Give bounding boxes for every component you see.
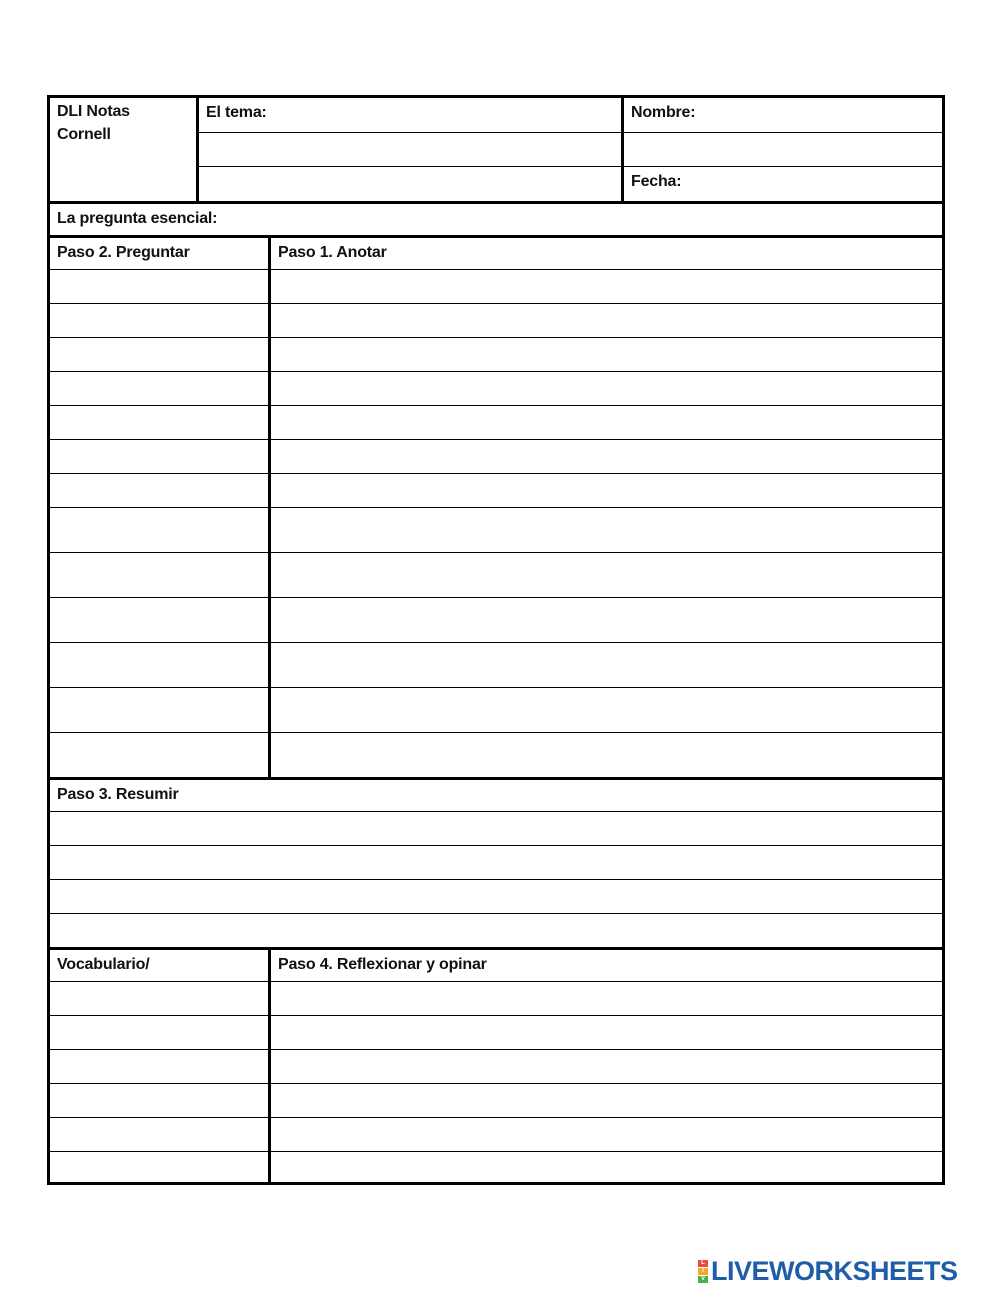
- date-label: Fecha:: [631, 173, 682, 191]
- essential-question-row[interactable]: [50, 201, 942, 235]
- sheet-title: [57, 100, 130, 146]
- reflection-label: Paso 4. Reflexionar y opinar: [278, 956, 487, 973]
- reflection-column-header: [268, 950, 942, 981]
- notes-line[interactable]: [50, 732, 942, 777]
- notes-column-header: [268, 238, 942, 269]
- notes-line[interactable]: [50, 687, 942, 732]
- sheet-title-line1: DLI Notas: [57, 103, 130, 120]
- summary-line[interactable]: [50, 845, 942, 879]
- notes-line[interactable]: [50, 269, 942, 303]
- header-block: [50, 98, 942, 201]
- notes-line[interactable]: [50, 337, 942, 371]
- topic-cell: [196, 98, 621, 201]
- reflection-cell[interactable]: [268, 982, 942, 1015]
- question-cell[interactable]: [50, 440, 268, 473]
- notes-cell[interactable]: [268, 643, 942, 687]
- summary-header-row: [50, 777, 942, 811]
- notes-line[interactable]: [50, 303, 942, 337]
- question-cell[interactable]: [50, 304, 268, 337]
- question-cell[interactable]: [50, 553, 268, 597]
- reflection-line[interactable]: [50, 981, 942, 1015]
- vocabulary-cell[interactable]: [50, 1016, 268, 1049]
- question-cell[interactable]: [50, 338, 268, 371]
- notes-line[interactable]: [50, 473, 942, 507]
- vocabulary-cell[interactable]: [50, 1152, 268, 1182]
- notes-line[interactable]: [50, 642, 942, 687]
- topic-label: El tema:: [206, 104, 267, 121]
- notes-cell[interactable]: [268, 372, 942, 405]
- reflection-line[interactable]: [50, 1151, 942, 1182]
- notes-cell[interactable]: [268, 440, 942, 473]
- notes-line[interactable]: [50, 371, 942, 405]
- notes-line[interactable]: [50, 439, 942, 473]
- notes-cell[interactable]: [268, 553, 942, 597]
- question-cell[interactable]: [50, 508, 268, 552]
- vocabulary-column-header: [50, 950, 268, 981]
- sheet-title-line2: Cornell: [57, 126, 111, 143]
- topic-line-3[interactable]: [199, 166, 621, 201]
- summary-label: Paso 3. Resumir: [57, 786, 179, 803]
- name-label: Nombre:: [631, 104, 696, 121]
- vocabulary-label: Vocabulario/: [57, 956, 150, 973]
- reflection-line[interactable]: [50, 1083, 942, 1117]
- notes-line[interactable]: [50, 597, 942, 642]
- reflection-cell[interactable]: [268, 1050, 942, 1083]
- topic-field[interactable]: [199, 98, 621, 132]
- vocabulary-cell[interactable]: [50, 982, 268, 1015]
- notes-cell[interactable]: [268, 508, 942, 552]
- reflection-line[interactable]: [50, 1049, 942, 1083]
- notes-cell[interactable]: [268, 270, 942, 303]
- logo-letter: L: [698, 1260, 708, 1267]
- question-cell[interactable]: [50, 733, 268, 777]
- summary-line[interactable]: [50, 879, 942, 913]
- question-cell[interactable]: [50, 474, 268, 507]
- cornell-notes-sheet: [47, 95, 945, 1185]
- reflection-header-row: [50, 947, 942, 981]
- notes-cell[interactable]: [268, 338, 942, 371]
- reflection-cell[interactable]: [268, 1016, 942, 1049]
- notes-line[interactable]: [50, 507, 942, 552]
- name-line-2[interactable]: [624, 132, 942, 167]
- question-cell[interactable]: [50, 372, 268, 405]
- summary-line[interactable]: [50, 811, 942, 845]
- liveworksheets-logo[interactable]: [698, 1256, 958, 1286]
- vocabulary-cell[interactable]: [50, 1084, 268, 1117]
- question-cell[interactable]: [50, 688, 268, 732]
- notes-line[interactable]: [50, 552, 942, 597]
- logo-text: LIVEWORKSHEETS: [711, 1255, 958, 1286]
- notes-line[interactable]: [50, 405, 942, 439]
- logo-letter: I: [698, 1268, 708, 1275]
- reflection-cell[interactable]: [268, 1152, 942, 1182]
- question-cell[interactable]: [50, 598, 268, 642]
- summary-line[interactable]: [50, 913, 942, 947]
- logo-mark-icon: [698, 1260, 708, 1283]
- question-column-header: [50, 238, 268, 269]
- notes-cell[interactable]: [268, 733, 942, 777]
- date-field[interactable]: [624, 166, 942, 201]
- question-column-label: Paso 2. Preguntar: [57, 244, 190, 261]
- notes-cell[interactable]: [268, 688, 942, 732]
- notes-cell[interactable]: [268, 304, 942, 337]
- name-date-cell: [621, 98, 942, 201]
- question-cell[interactable]: [50, 406, 268, 439]
- notes-cell[interactable]: [268, 474, 942, 507]
- reflection-line[interactable]: [50, 1015, 942, 1049]
- reflection-cell[interactable]: [268, 1118, 942, 1151]
- topic-line-2[interactable]: [199, 132, 621, 167]
- logo-letter: V: [698, 1276, 708, 1283]
- title-cell: [50, 98, 196, 201]
- name-field[interactable]: [624, 98, 942, 132]
- reflection-cell[interactable]: [268, 1084, 942, 1117]
- notes-cell[interactable]: [268, 598, 942, 642]
- notes-header-row: [50, 235, 942, 269]
- reflection-line[interactable]: [50, 1117, 942, 1151]
- notes-column-label: Paso 1. Anotar: [278, 244, 387, 261]
- notes-cell[interactable]: [268, 406, 942, 439]
- vocabulary-cell[interactable]: [50, 1050, 268, 1083]
- vocabulary-cell[interactable]: [50, 1118, 268, 1151]
- question-cell[interactable]: [50, 643, 268, 687]
- essential-question-label: La pregunta esencial:: [57, 210, 218, 227]
- question-cell[interactable]: [50, 270, 268, 303]
